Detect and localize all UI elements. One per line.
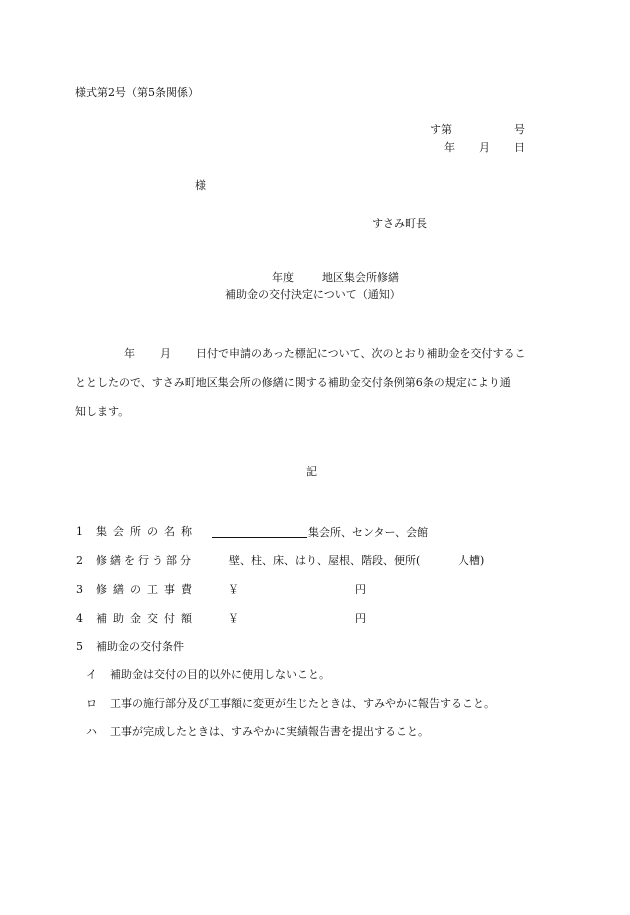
item-4-label: 補助金交付額 [96, 612, 198, 625]
item-4-unit: 円 [355, 612, 366, 625]
item-2-value: 壁、柱、床、はり、屋根、階段、便所( [229, 554, 421, 567]
body-month: 月 [160, 347, 171, 360]
body-line1: 日付で申請のあった標記について、次のとおり補助金を交付するこ [196, 347, 526, 360]
item-2-label: 修繕を行う部分 [96, 554, 194, 567]
item-4-no: 4 [76, 612, 83, 625]
condition-2-mark: ロ [86, 697, 97, 710]
item-4-yen: ￥ [228, 612, 239, 625]
item-1-label: 集会所の名称 [96, 525, 198, 538]
item-3-unit: 円 [355, 583, 366, 596]
item-5-no: 5 [76, 640, 83, 653]
date-year: 年 [444, 141, 455, 154]
form-label: 様式第2号（第5条関係） [75, 86, 199, 99]
doc-number-prefix: す第 [430, 123, 452, 136]
item-2-no: 2 [76, 554, 83, 567]
item-3-label: 修繕の工事費 [96, 583, 198, 596]
condition-3-text: 工事が完成したときは、すみやかに実績報告書を提出すること。 [110, 725, 429, 738]
body-line2: ととしたので、すさみ町地区集会所の修繕に関する補助金交付条例第6条の規定により通 [75, 376, 511, 389]
issuer: すさみ町長 [372, 217, 427, 230]
ki-heading: 記 [306, 465, 317, 478]
item-2-value-tail: 人槽) [458, 554, 485, 567]
title-line1: 地区集会所修繕 [322, 271, 399, 284]
item-1-no: 1 [76, 525, 83, 538]
title-year: 年度 [272, 271, 294, 284]
item-1-value: 集会所、センター、会館 [212, 526, 428, 538]
title-line2: 補助金の交付決定について（通知） [225, 288, 401, 301]
body-line3: 知します。 [75, 405, 130, 418]
condition-3-mark: ハ [86, 725, 97, 738]
condition-1-mark: イ [86, 668, 97, 681]
doc-number-suffix: 号 [514, 123, 525, 136]
condition-1-text: 補助金は交付の目的以外に使用しないこと。 [110, 668, 330, 681]
body-year: 年 [124, 347, 135, 360]
item-3-yen: ￥ [228, 583, 239, 596]
item-5-label: 補助金の交付条件 [96, 640, 184, 653]
addressee-suffix: 様 [195, 179, 206, 192]
item-3-no: 3 [76, 583, 83, 596]
date-month: 月 [479, 141, 490, 154]
date-day: 日 [514, 141, 525, 154]
condition-2-text: 工事の施行部分及び工事額に変更が生じたときは、すみやかに報告すること。 [110, 697, 495, 710]
item-1-blank [212, 526, 307, 538]
